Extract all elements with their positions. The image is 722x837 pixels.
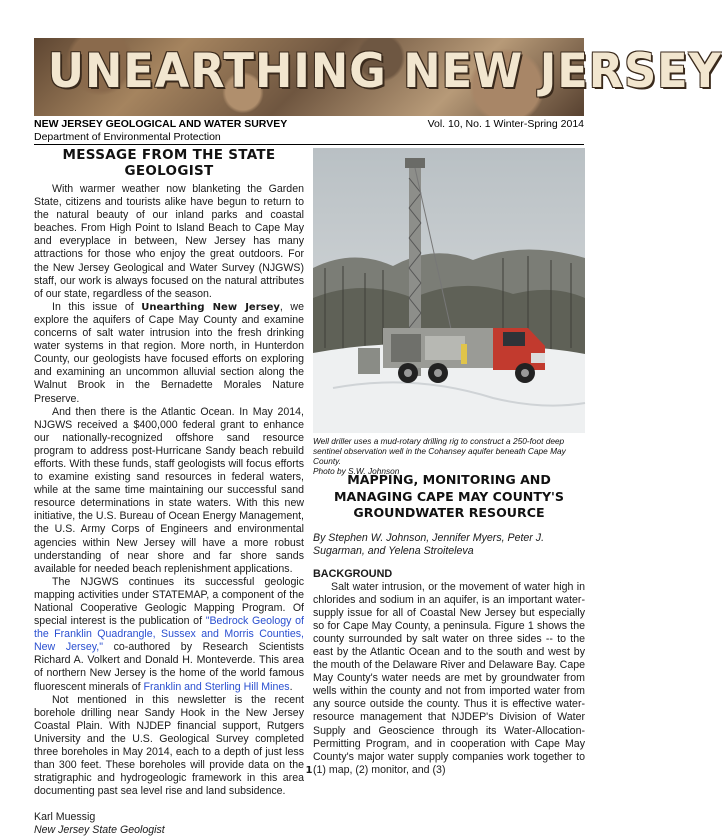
bedrock-geology-link[interactable]: "Bedrock Geology of the Franklin Quadrangle, Sussex and Morris Counties, New Jersey," xyxy=(34,615,304,654)
drilling-rig-photo xyxy=(313,148,585,433)
department-name: Department of Environmental Protection xyxy=(34,131,221,143)
drilling-rig-illustration xyxy=(313,148,585,433)
feature-authors: By Stephen W. Johnson, Jennifer Myers, Peter J. Sugarman, and Yelena Stroiteleva xyxy=(313,531,545,557)
newsletter-title: UNEARTHING NEW JERSEY xyxy=(47,44,722,99)
section-heading: BACKGROUND xyxy=(313,567,393,580)
signature-title: New Jersey State Geologist xyxy=(34,824,165,837)
p2-text-before: In this issue of xyxy=(52,300,142,313)
feature-body: Salt water intrusion, or the movement of water high in chlorides and sodium in an aquifer, is an important water-supply issue for all of Coastal New Jersey but especially so for Cape May County, a peninsula. Figure 1 shows the county surrounded by salt water on three sides -- to the east by the Atlantic Ocean and to the south and west by the mouth of the Delaware River and Delaware Bay. Cape May County's water needs are met by groundwater from wells within the county and not from imported water from any source outside the county. Thus it is effective water-resource management that NJDEP's Division of Water Supply and Geoscience through its Water-Allocation-Permitting Program, and in cooperation with Cape May County's major water supply companies work together to (1) map, (2) monitor, and (3) xyxy=(313,580,585,776)
header-divider xyxy=(34,144,584,145)
publication-line xyxy=(34,118,584,132)
photo-caption xyxy=(313,436,585,476)
p4-text-before: The NJGWS continues its successful geologic mapping activities under STATEMAP, a component of the National Cooperative Geologic Mapping Program. Of special interest is the publication of xyxy=(34,575,304,628)
message-paragraph-2 xyxy=(34,301,304,406)
masthead-banner xyxy=(34,38,722,116)
message-paragraph-1: With warmer weather now blanketing the Garden State, citizens and tourists alike have begun to return to the natural beauty of our inland parks and coastal beaches. From High Point to Island Beach to Cape May and everyplace in between, New Jersey has many attractions for those who enjoy the great outdoors. For the New Jersey Geological and Water Survey (NJGWS) staff, our work is always focused on the natural attributes of our state, regardless of the season. xyxy=(34,183,304,300)
signature-name: Karl Muessig xyxy=(34,811,96,824)
message-headline: MESSAGE FROM THE STATE GEOLOGIST xyxy=(62,147,276,179)
p4-text-end: . xyxy=(289,680,293,693)
message-paragraph-5: Not mentioned in this newsletter is the recent borehole drilling near Sandy Hook in the New Jersey Coastal Plain. With NJDEP financial support, Rutgers University and the U.S. Geological Survey completed three boreholes in May 2014, each to a depth of just less than 300 feet. These boreholes will provide data on the stratigraphic and hydrogeologic framework in this area documenting past sea level rise and land subsidence. xyxy=(34,693,304,798)
franklin-mines-link[interactable]: Franklin and Sterling Hill Mines xyxy=(143,680,290,693)
caption-text: Well driller uses a mud-rotary drilling rig to construct a 250-foot deep sentinel observation well in the Cohansey aquifer beneath Cape May County. xyxy=(313,436,566,466)
photo-credit: Photo by S.W. Johnson xyxy=(313,466,400,476)
signature-block xyxy=(34,811,304,837)
message-paragraph-4 xyxy=(34,576,304,694)
message-paragraph-3: And then there is the Atlantic Ocean. In May 2014, NJGWS received a $400,000 federal grant to enhance our nationally-recognized offshore sand resource program to address post-Hurricane Sandy beach rebuild efforts. With these funds, staff geologists will focus efforts to examine existing sand resources in federal waters, while at the same time maintaining our successful sand resource determinations in state waters. With this new initiative, the U.S. Bureau of Ocean Energy Management, the U.S. Army Corps of Engineers and environmental agencies within New Jersey will have a more robust understanding of near shore and far shore sands available for needed beach replenishment applications. xyxy=(34,405,304,575)
p4-text-middle: co-authored by Research Scientists Richard A. Volkert and Donald H. Monteverde. This area of northern New Jersey is the home of the world famous fluorescent minerals of xyxy=(34,641,304,693)
feature-headline: MAPPING, MONITORING AND MANAGING CAPE MAY COUNTY'S GROUNDWATER RESOURCE xyxy=(334,472,564,520)
newsletter-name: Unearthing New Jersey xyxy=(141,301,280,313)
p2-text-after: , we explore the aquifers of Cape May County and examine concerns of salt water intrusion into the fresh drinking water systems in that region. More north, in Hunterdon County, our geologists have focused efforts on exploring and examining an uncommon alluvial section along the Walnut Brook in the Bernadette Morales Nature Preserve. xyxy=(34,300,304,405)
page-number: 1 xyxy=(305,765,313,776)
feature-column xyxy=(313,472,585,777)
message-column xyxy=(34,147,304,837)
volume-issue: Vol. 10, No. 1 Winter-Spring 2014 xyxy=(427,118,584,130)
agency-name: NEW JERSEY GEOLOGICAL AND WATER SURVEY xyxy=(34,118,288,130)
